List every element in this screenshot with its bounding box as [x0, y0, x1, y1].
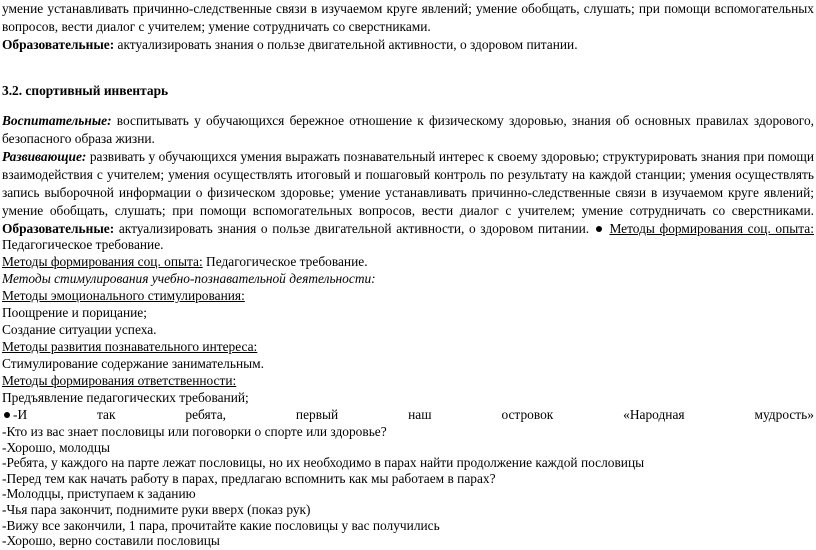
dialogue-line: -Кто из вас знает пословицы или поговорки о спорте или здоровье?	[2, 424, 387, 439]
text-line: вопросов, вести диалог с учителем; умение сотрудничать со сверстниками.	[2, 19, 431, 34]
method-item: Создание ситуации успеха.	[2, 322, 157, 337]
educational-goal: Образовательные: актуализировать знания о пользе двигательной активности, о здоровом питании. Методы формирования соц. опыта:	[2, 221, 814, 236]
text-line: запись выборочной информации о физическом здоровье; умение устанавливать причинно-следственные связи в изучаемом круге явлений;	[2, 185, 814, 200]
method-item: Предъявление педагогических требований;	[2, 390, 249, 405]
text-line: умение устанавливать причинно-следственные связи в изучаемом круге явлений; умение обобщать, слушать; при помощи вспомогательных	[2, 1, 814, 16]
upbringing-goal: Воспитательные: воспитывать у обучающихся бережное отношение к физическому здоровью, знания об основных правилах здорового,	[2, 113, 814, 128]
dialogue-line-first: -И так ребята, первый наш островок «Народная мудрость»	[2, 406, 814, 424]
bullet-icon	[4, 412, 10, 418]
method-heading: Методы формирования ответственности:	[2, 373, 237, 388]
section-heading: 3.2. спортивный инвентарь	[2, 83, 169, 98]
developing-goal: Развивающие: развивать у обучающихся умения выражать познавательный интерес к своему здоровью; структурировать знания при помощи	[2, 149, 814, 164]
dialogue-line: -Хорошо, молодцы	[2, 439, 111, 455]
text-line: безопасного образа жизни.	[2, 131, 155, 146]
goal-label: Образовательные:	[2, 37, 115, 52]
dialogue-line: -Перед тем как начать работу в парах, предлагаю вспомнить как мы работаем в парах?	[2, 470, 496, 486]
dialogue-line: -Чья пара закончит, поднимите руки вверх (показ рук)	[2, 502, 311, 517]
bullet-icon	[596, 226, 602, 232]
text-line: умение обобщать, слушать; при помощи вспомогательных вопросов, вести диалог с учителем; умение сотрудничать со сверстниками.	[2, 203, 814, 218]
method-heading: Методы развития познавательного интереса:	[2, 339, 258, 354]
dialogue-line: -Хорошо, верно составили пословицы	[2, 533, 220, 549]
method-heading: Методы формирования соц. опыта:	[2, 254, 203, 269]
educational-goal: Образовательные: актуализировать знания о пользе двигательной активности, о здоровом питании.	[2, 37, 578, 52]
method-group-title: Методы стимулирования учебно-познавательной деятельности:	[2, 271, 376, 286]
text-line: Педагогическое требование.	[2, 237, 164, 252]
goal-label: Развивающие:	[2, 149, 87, 164]
method-item: Стимулирование содержание занимательным.	[2, 356, 264, 371]
goal-label: Воспитательные:	[2, 113, 112, 128]
method-heading: Методы формирования соц. опыта:	[609, 221, 814, 236]
dialogue-line: -Ребята, у каждого на парте лежат пословицы, но их необходимо в парах найти продолжение каждой пословицы	[2, 455, 645, 471]
method-heading: Методы эмоционального стимулирования:	[2, 288, 245, 303]
dialogue-line: -Вижу все закончили, 1 пара, прочитайте какие пословицы у вас получились	[2, 517, 440, 533]
goal-label: Образовательные:	[2, 221, 115, 236]
method-item: Поощрение и порицание;	[2, 305, 147, 320]
method-line: Методы формирования соц. опыта: Педагогическое требование.	[2, 254, 368, 269]
text-line: взаимодействия с учителем; умения осуществлять итоговый и пошаговый контроль по результату на каждой станции; умения осуществлять	[2, 167, 814, 182]
dialogue-line: -Молодцы, приступаем к заданию	[2, 486, 196, 502]
